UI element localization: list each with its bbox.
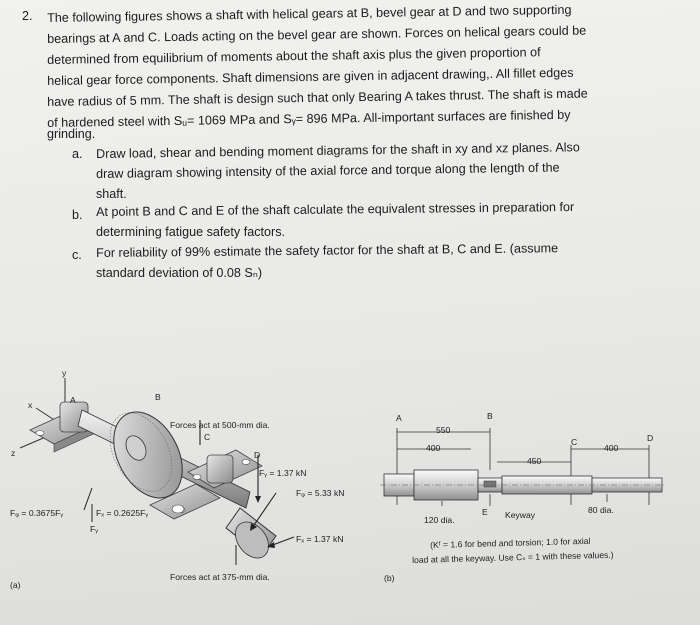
part-b-label: b. xyxy=(72,208,83,222)
part-c-line-1: For reliability of 99% estimate the safety factor for the shaft at B, C and E. (assume xyxy=(96,241,559,260)
gear-d-diameter-label: Forces act at 375-mm dia. xyxy=(170,572,270,582)
figure-a-caption: (a) xyxy=(10,580,21,590)
problem-line-1: The following figures shows a shaft with helical gears at B, bevel gear at D and two supporting xyxy=(47,2,572,25)
dim-400-right-label: 400 xyxy=(604,443,619,453)
gear-b-diameter-label: Forces act at 500-mm dia. xyxy=(170,420,270,430)
point-c-label: C xyxy=(204,432,211,442)
problem-number: 2. xyxy=(22,9,33,23)
force-fy-left-label: Fᵧ xyxy=(90,524,99,534)
problem-line-6: of hardened steel with Sᵤ= 1069 MPa and Sᵧ= 896 MPa. All-important surfaces are finished by xyxy=(47,107,571,130)
force-fz-label: Fᵩ = 5.33 kN xyxy=(296,488,345,498)
force-left-x-label: Fₓ = 0.2625Fᵧ xyxy=(96,508,149,518)
fig-b-label-a: A xyxy=(396,413,402,423)
fig-b-label-c: C xyxy=(571,437,578,447)
part-a-line-3: shaft. xyxy=(96,187,127,201)
problem-line-5: have radius of 5 mm. The shaft is design such that only Bearing A takes thrust. The shaft is made xyxy=(47,86,588,109)
force-fy-label: Fᵧ = 1.37 kN xyxy=(259,468,307,478)
left-fx-arrow xyxy=(84,488,92,510)
dia-120-label: 120 dia. xyxy=(424,515,455,525)
point-a-label: A xyxy=(70,395,76,405)
fig-b-label-e: E xyxy=(482,507,488,517)
part-b-line-2: determining fatigue safety factors. xyxy=(96,225,286,239)
bearing-c-block xyxy=(207,455,233,483)
axis-z-label: z xyxy=(11,448,16,458)
dim-450-label: 450 xyxy=(527,456,542,466)
axis-y-label: y xyxy=(62,368,67,378)
fig-b-label-d: D xyxy=(647,433,654,443)
part-a-line-1: Draw load, shear and bending moment diagrams for the shaft in xy and xz planes. Also xyxy=(96,140,580,161)
figure-b-caption: (b) xyxy=(384,573,395,583)
fz-arrow xyxy=(252,493,276,528)
part-c-line-2: standard deviation of 0.08 Sₙ) xyxy=(96,266,263,280)
bolt-hole-icon xyxy=(193,475,201,480)
problem-line-2: bearings at A and C. Loads acting on the bevel gear are shown. Forces on helical gears could be xyxy=(47,23,587,46)
force-left-z-label: Fᵩ = 0.3675Fᵧ xyxy=(10,508,64,518)
part-a-label: a. xyxy=(72,147,83,161)
dia-80-label: 80 dia. xyxy=(588,505,614,515)
axis-x-label: x xyxy=(28,400,33,410)
bolt-hole-icon xyxy=(36,431,44,436)
point-d-label: D xyxy=(254,450,261,460)
part-c-label: c. xyxy=(72,248,82,262)
problem-line-4: helical gear force components. Shaft dimensions are given in adjacent drawing,. All fillet edges xyxy=(47,65,574,88)
force-fx-label: Fₓ = 1.37 kN xyxy=(296,534,344,544)
part-a-line-2: draw diagram showing intensity of the axial force and torque along the length of the xyxy=(96,160,560,181)
bolt-hole-icon xyxy=(172,505,184,513)
keyway-label: Keyway xyxy=(505,510,536,520)
part-b-line-1: At point B and C and E of the shaft calculate the equivalent stresses in preparation for xyxy=(96,199,575,219)
note-line-2: load at all the keyway. Use Cₛ = 1 with these values.) xyxy=(412,549,614,565)
figure-b-drawing xyxy=(380,428,666,506)
problem-line-7: grinding. xyxy=(47,127,96,141)
keyway-slot xyxy=(484,481,496,487)
point-b-label: B xyxy=(155,392,161,402)
dim-550-label: 550 xyxy=(436,425,451,435)
note-line-1: (Kᶠ = 1.6 for bend and torsion; 1.0 for axial xyxy=(430,535,591,550)
problem-line-3: determined from equilibrium of moments about the shaft axis plus the given proportion of xyxy=(47,45,541,67)
figure-a-drawing xyxy=(20,378,294,565)
dim-400-left-label: 400 xyxy=(426,443,441,453)
arrow-head-icon xyxy=(255,496,261,503)
fig-b-label-b: B xyxy=(487,411,493,421)
bolt-hole-icon xyxy=(242,460,250,465)
